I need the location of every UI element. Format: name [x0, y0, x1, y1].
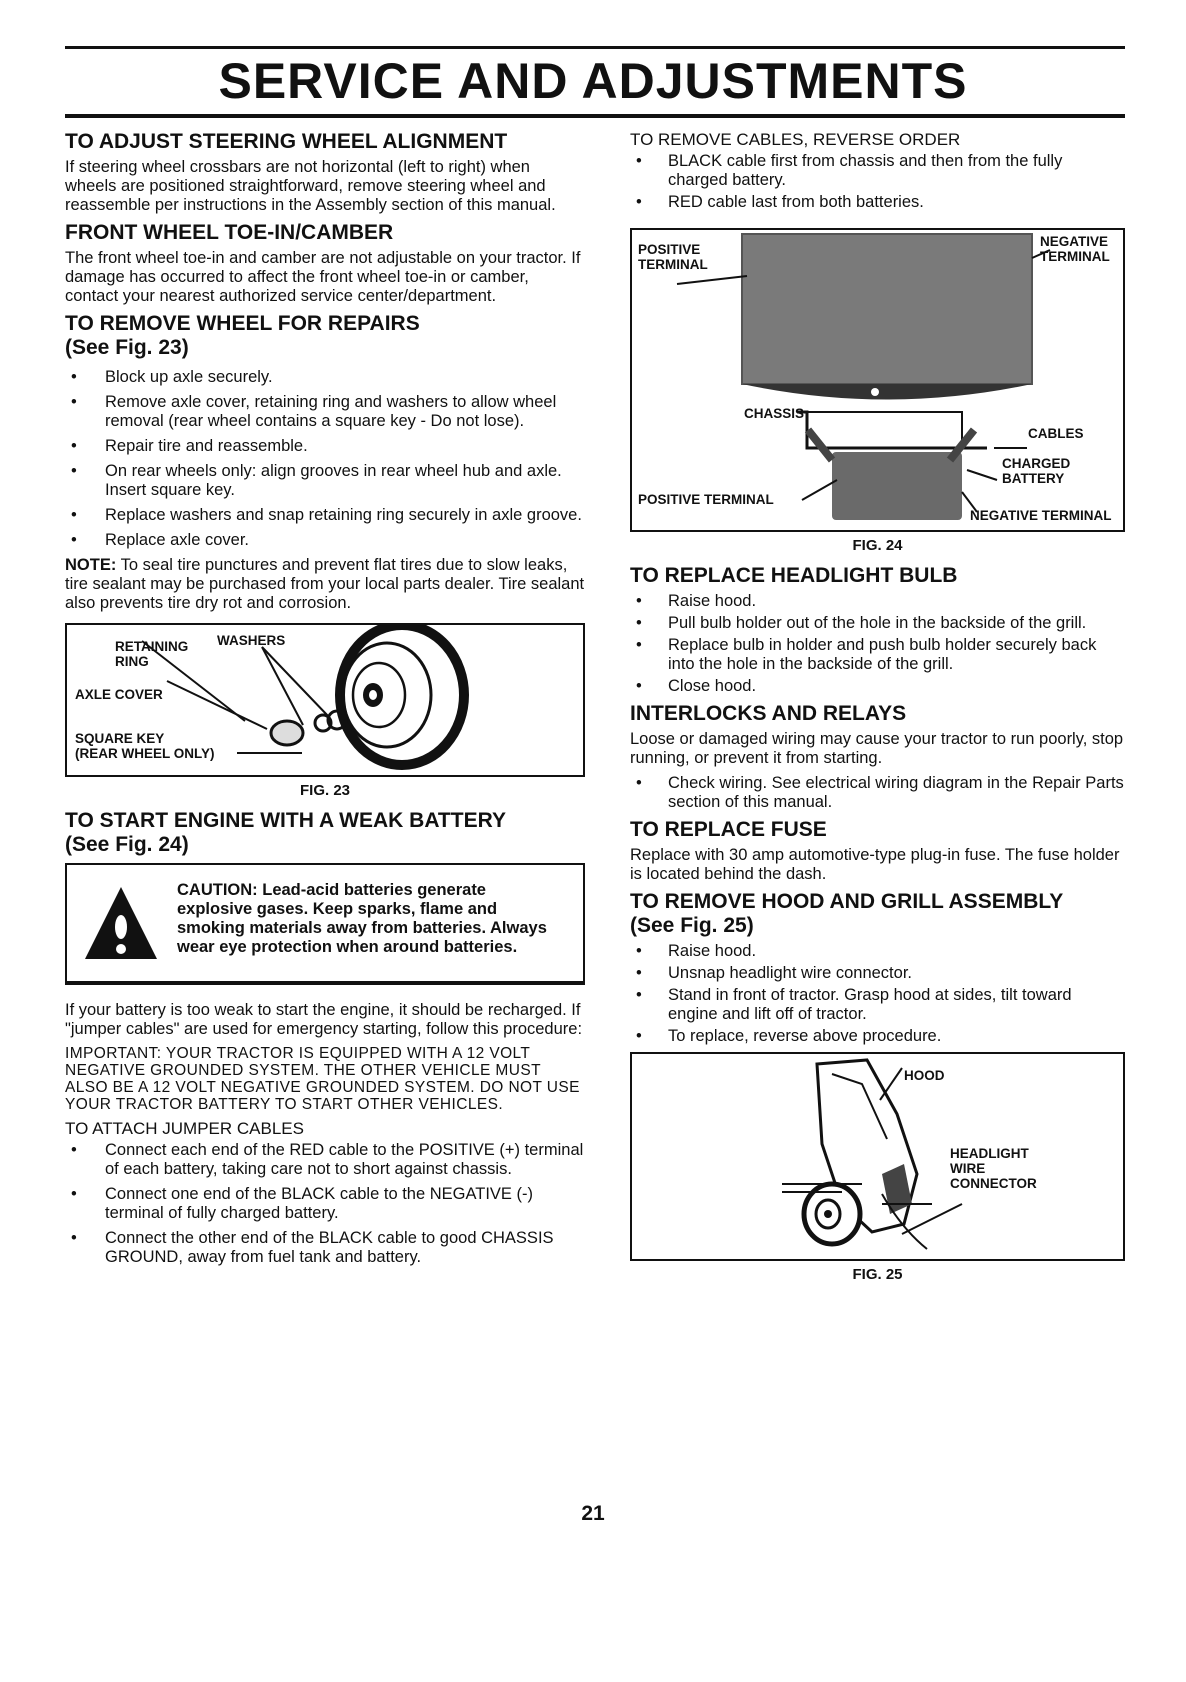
- figure-23-caption: FIG. 23: [299, 782, 351, 799]
- warning-icon: [81, 883, 161, 963]
- list-item: • Raise hood.: [630, 592, 1125, 611]
- weak-battery-body: If your battery is too weak to start the engine, it should be recharged. If "jumper cables" are used for emergency starting, follow this procedure:: [65, 1001, 583, 1038]
- figure-24: [630, 228, 1125, 532]
- axle-cover-label: AXLE COVER: [75, 687, 163, 702]
- washers-label: WASHERS: [217, 633, 286, 648]
- weak-battery-heading: [65, 809, 585, 857]
- top-rule: [65, 46, 1125, 49]
- caution-box: [65, 863, 585, 985]
- list-item: • Connect each end of the RED cable to the POSITIVE (+) terminal of each battery, taking care not to short against chassis.: [65, 1141, 585, 1179]
- title-underline: [65, 114, 1125, 118]
- steering-body: If steering wheel crossbars are not horizontal (left to right) when wheels are positioned straightforward, remove steering wheel and reassemble per instructions in the Assembly section of this manual.: [65, 158, 556, 214]
- list-item: • RED cable last from both batteries.: [630, 193, 1125, 212]
- headlight-heading: TO REPLACE HEADLIGHT BULB: [630, 564, 958, 587]
- toe-section: [65, 221, 585, 306]
- positive-terminal-top-label: POSITIVE TERMINAL: [638, 242, 708, 272]
- cables-label: CABLES: [1028, 426, 1084, 441]
- interlocks-heading: INTERLOCKS AND RELAYS: [630, 702, 907, 725]
- steering-heading: TO ADJUST STEERING WHEEL ALIGNMENT: [65, 130, 508, 153]
- remove-cables-heading: TO REMOVE CABLES, REVERSE ORDER: [630, 130, 961, 149]
- fuse-body: Replace with 30 amp automotive-type plug-in fuse. The fuse holder is located behind the dash.: [630, 846, 1120, 883]
- positive-terminal-bottom-label: POSITIVE TERMINAL: [638, 492, 774, 507]
- fuse-section: [630, 818, 1125, 884]
- attach-cables-heading: TO ATTACH JUMPER CABLES: [65, 1119, 304, 1138]
- list-item: • Block up axle securely.: [65, 368, 585, 387]
- list-item: • Repair tire and reassemble.: [65, 437, 585, 456]
- page-number: 21: [581, 1502, 605, 1525]
- page-title: SERVICE AND ADJUSTMENTS: [218, 53, 968, 109]
- interlocks-section: [630, 702, 1125, 812]
- hood-label: HOOD: [904, 1068, 945, 1083]
- list-item: • Remove axle cover, retaining ring and washers to allow wheel removal (rear wheel contains a square key - Do not lose).: [65, 393, 585, 431]
- square-key-label: SQUARE KEY (REAR WHEEL ONLY): [75, 731, 215, 761]
- list-item: • Unsnap headlight wire connector.: [630, 964, 1125, 983]
- hood-steps: [630, 942, 1125, 1046]
- figure-24-caption: FIG. 24: [852, 537, 903, 554]
- list-item: • Check wiring. See electrical wiring diagram in the Repair Parts section of this manual.: [630, 774, 1125, 812]
- toe-body: The front wheel toe-in and camber are not adjustable on your tractor. If damage has occurred to affect the front wheel toe-in or camber, contact your nearest authorized service center/department.: [65, 249, 581, 305]
- list-item: • Pull bulb holder out of the hole in the backside of the grill.: [630, 614, 1125, 633]
- wheel-heading: [65, 312, 585, 360]
- steering-section: [65, 130, 585, 215]
- hood-heading-line1: TO REMOVE HOOD AND GRILL ASSEMBLY: [630, 890, 1064, 913]
- list-item: • Close hood.: [630, 677, 1125, 696]
- note-text: To seal tire punctures and prevent flat tires due to slow leaks, tire sealant may be purchased from your local parts dealer. Tire sealant also prevents tire dry rot and corrosion.: [65, 556, 585, 612]
- interlocks-body: Loose or damaged wiring may cause your tractor to run poorly, stop running, or prevent it from starting.: [630, 730, 1124, 767]
- hood-heading-line2: (See Fig. 25): [630, 914, 754, 937]
- fuse-heading: TO REPLACE FUSE: [630, 818, 827, 841]
- remove-cables-steps: [630, 152, 1125, 212]
- wheel-heading-line1: TO REMOVE WHEEL FOR REPAIRS: [65, 312, 420, 335]
- headlight-steps: [630, 592, 1125, 696]
- list-item: • Connect one end of the BLACK cable to the NEGATIVE (-) terminal of fully charged battery.: [65, 1185, 585, 1223]
- figure-25: [630, 1052, 1125, 1261]
- chassis-label: CHASSIS: [744, 406, 805, 421]
- hood-heading: [630, 890, 1125, 938]
- retaining-ring-label: RETAINING RING: [115, 639, 189, 669]
- headlight-wire-connector-label: HEADLIGHT WIRE CONNECTOR: [950, 1146, 1037, 1191]
- charged-battery-label: CHARGED BATTERY: [1002, 456, 1071, 486]
- note-label: NOTE:: [65, 556, 117, 574]
- toe-heading: FRONT WHEEL TOE-IN/CAMBER: [65, 221, 394, 244]
- list-item: • To replace, reverse above procedure.: [630, 1027, 1125, 1046]
- list-item: • Replace bulb in holder and push bulb holder securely back into the hole in the backside of the grill.: [630, 636, 1125, 674]
- interlocks-steps: [630, 774, 1125, 812]
- weak-battery-section: [65, 809, 585, 1267]
- figure-23: [65, 623, 585, 777]
- tire-sealant-note: [65, 556, 585, 613]
- figure-25-caption: FIG. 25: [852, 1266, 903, 1283]
- wheel-heading-line2: (See Fig. 23): [65, 336, 189, 359]
- list-item: • Connect the other end of the BLACK cable to good CHASSIS GROUND, away from fuel tank and battery.: [65, 1229, 585, 1267]
- wheel-section: [65, 312, 585, 613]
- list-item: • On rear wheels only: align grooves in rear wheel hub and axle. Insert square key.: [65, 462, 585, 500]
- weak-battery-heading-line1: TO START ENGINE WITH A WEAK BATTERY: [65, 809, 506, 832]
- wheel-steps: [65, 368, 585, 550]
- list-item: • Replace axle cover.: [65, 531, 585, 550]
- right-column: [630, 130, 1125, 1293]
- weak-battery-heading-line2: (See Fig. 24): [65, 833, 189, 856]
- important-notice: IMPORTANT: YOUR TRACTOR IS EQUIPPED WITH A 12 VOLT NEGATIVE GROUNDED SYSTEM. THE OTHER VEHICLE MUST ALSO BE A 12 VOLT NEGATIVE GROUNDED SYSTEM. DO NOT USE YOUR TRACTOR BATTERY TO START OTHER VEHICLES.: [65, 1045, 580, 1113]
- hood-section: [630, 890, 1125, 1046]
- list-item: • Raise hood.: [630, 942, 1125, 961]
- negative-terminal-top-label: NEGATIVE TERMINAL: [1040, 234, 1110, 264]
- remove-cables-section: [630, 130, 1125, 212]
- list-item: • Replace washers and snap retaining ring securely in axle groove.: [65, 506, 585, 525]
- headlight-section: [630, 564, 1125, 696]
- attach-cables-steps: [65, 1141, 585, 1267]
- list-item: • Stand in front of tractor. Grasp hood at sides, tilt toward engine and lift off of tractor.: [630, 986, 1125, 1024]
- caution-text: CAUTION: Lead-acid batteries generate explosive gases. Keep sparks, flame and smoking materials away from batteries. Always wear eye protection when around batteries.: [177, 881, 547, 956]
- list-item: • BLACK cable first from chassis and then from the fully charged battery.: [630, 152, 1125, 190]
- left-column: [65, 130, 585, 1273]
- hood-illustration: [632, 1054, 1123, 1255]
- negative-terminal-bottom-label: NEGATIVE TERMINAL: [970, 508, 1112, 523]
